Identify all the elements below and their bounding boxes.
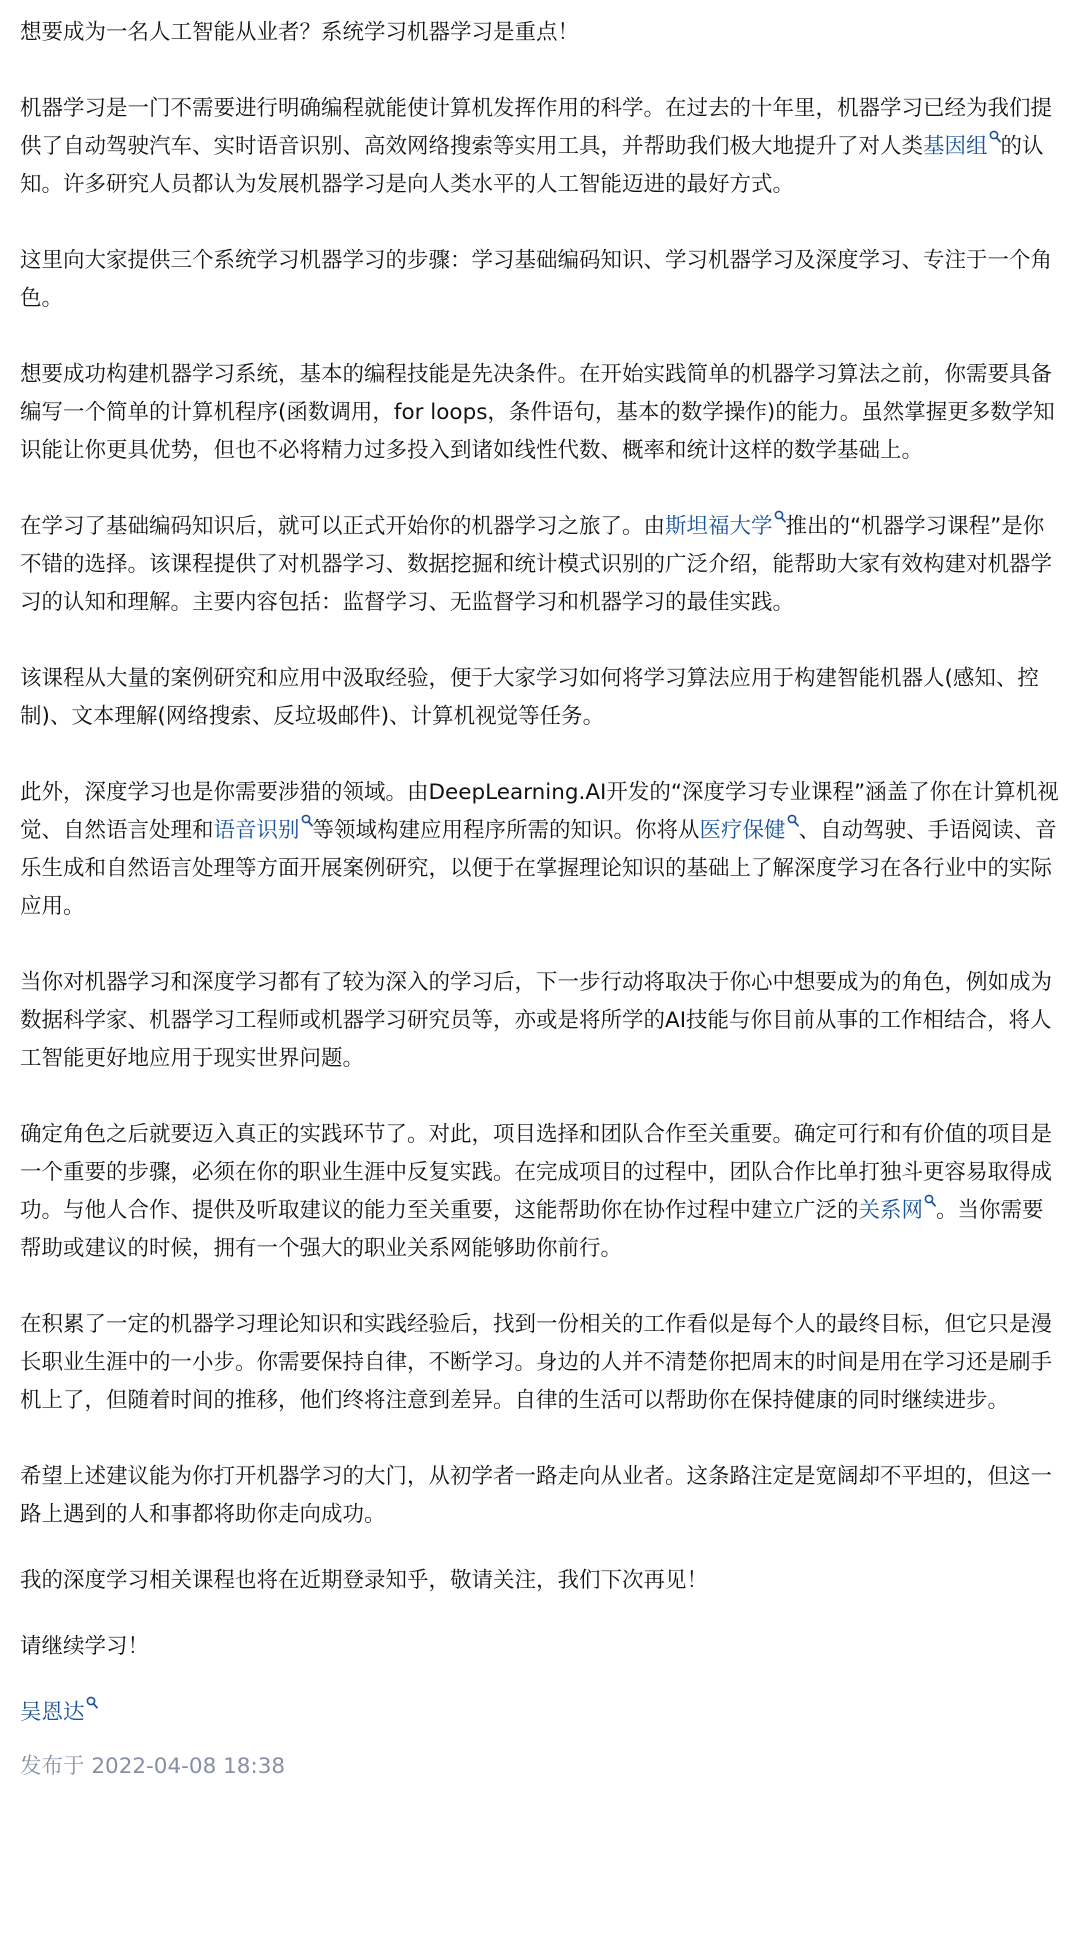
- link-stanford[interactable]: [665, 514, 786, 539]
- paragraph-3: 想要成功构建机器学习系统，基本的编程技能是先决条件。在开始实践简单的机器学习算法之前，你需要具备编写一个简单的计算机程序(函数调用，for loops，条件语句，基本的数学操作)的能力。虽然掌握更多数学知识能让你更具优势，但也不必将精力过多投入到诸如线性代数、概率和统计这样的数学基础上。: [20, 362, 1055, 463]
- paragraph-1-text-b: 的认知。许多研究人员都认为发展机器学习是向人类水平的人工智能迈进的最好方式。: [20, 134, 1044, 197]
- link-healthcare-label: 医疗保健: [699, 818, 786, 843]
- paragraph-4: [20, 508, 1060, 622]
- search-icon: [774, 510, 786, 524]
- search-icon: [787, 814, 799, 828]
- link-healthcare[interactable]: [700, 818, 799, 843]
- paragraph-8-text-a: 确定角色之后就要迈入真正的实践环节了。对此，项目选择和团队合作至关重要。确定可行和有价值的项目是一个重要的步骤，必须在你的职业生涯中反复实践。在完成项目的过程中，团队合作比单打独斗更容易取得成功。与他人合作、提供及听取建议的能力至关重要，这能帮助你在协作过程中建立广泛的: [20, 1122, 1053, 1223]
- link-stanford-label: 斯坦福大学: [665, 514, 773, 539]
- paragraph-9: 在积累了一定的机器学习理论知识和实践经验后，找到一份相关的工作看似是每个人的最终目标，但它只是漫长职业生涯中的一小步。你需要保持自律，不断学习。身边的人并不清楚你把周末的时间是用在学习还是刷手机上了，但随着时间的推移，他们终将注意到差异。自律的生活可以帮助你在保持健康的同时继续进步。: [20, 1312, 1053, 1413]
- paragraph-8-text-b: 。当你需要帮助或建议的时候，拥有一个强大的职业关系网能够助你前行。: [20, 1198, 1044, 1261]
- search-icon: [924, 1194, 936, 1208]
- link-genome[interactable]: [923, 134, 1001, 159]
- paragraph-12: 请继续学习！: [20, 1634, 150, 1659]
- paragraph-6-text-a: 此外，深度学习也是你需要涉猎的领域。由DeepLearning.AI开发的“深度学习专业课程”涵盖了你在计算机视觉、自然语言处理和: [20, 780, 1059, 843]
- link-network-label: 关系网: [858, 1198, 924, 1223]
- intro-paragraph: 想要成为一名人工智能从业者？系统学习机器学习是重点！: [20, 20, 580, 45]
- link-speech-recognition-label: 语音识别: [213, 818, 300, 843]
- paragraph-4-text-a: 在学习了基础编码知识后，就可以正式开始你的机器学习之旅了。由: [20, 514, 666, 539]
- link-speech-recognition[interactable]: [214, 818, 313, 843]
- paragraph-6: [20, 774, 1060, 926]
- paragraph-5: 该课程从大量的案例研究和应用中汲取经验，便于大家学习如何将学习算法应用于构建智能机器人(感知、控制)、文本理解(网络搜索、反垃圾邮件)、计算机视觉等任务。: [20, 666, 1039, 729]
- search-icon: [989, 130, 1001, 144]
- paragraph-7: 当你对机器学习和深度学习都有了较为深入的学习后，下一步行动将取决于你心中想要成为的角色，例如成为数据科学家、机器学习工程师或机器学习研究员等，亦或是将所学的AI技能与你目前从事的工作相结合，将人工智能更好地应用于现实世界问题。: [20, 970, 1053, 1071]
- author-link[interactable]: [20, 1700, 98, 1725]
- paragraph-10: 希望上述建议能为你打开机器学习的大门，从初学者一路走向从业者。这条路注定是宽阔却不平坦的，但这一路上遇到的人和事都将助你走向成功。: [20, 1464, 1053, 1527]
- link-network[interactable]: [859, 1198, 937, 1223]
- search-icon: [301, 814, 313, 828]
- paragraph-6-text-b: 等领域构建应用程序所需的知识。你将从: [312, 818, 700, 843]
- author-name: 吴恩达: [20, 1700, 85, 1725]
- paragraph-4-text-b: 推出的“机器学习课程”是你不错的选择。该课程提供了对机器学习、数据挖掘和统计模式识别的广泛介绍，能帮助大家有效构建对机器学习的认知和理解。主要内容包括：监督学习、无监督学习和机器学习的最佳实践。: [20, 514, 1053, 615]
- author-line: [20, 1694, 1060, 1732]
- paragraph-11: 我的深度学习相关课程也将在近期登录知乎，敬请关注，我们下次再见！: [20, 1568, 709, 1593]
- publish-time: 发布于 2022-04-08 18:38: [20, 1754, 286, 1779]
- paragraph-8: [20, 1116, 1060, 1268]
- link-genome-label: 基因组: [923, 134, 988, 159]
- paragraph-2: 这里向大家提供三个系统学习机器学习的步骤：学习基础编码知识、学习机器学习及深度学习、专注于一个角色。: [20, 248, 1053, 311]
- search-icon: [86, 1696, 98, 1710]
- paragraph-1-text-a: 机器学习是一门不需要进行明确编程就能使计算机发挥作用的科学。在过去的十年里，机器学习已经为我们提供了自动驾驶汽车、实时语音识别、高效网络搜索等实用工具，并帮助我们极大地提升了对人类: [20, 96, 1053, 159]
- paragraph-6-text-c: 、自动驾驶、手语阅读、音乐生成和自然语言处理等方面开展案例研究，以便于在掌握理论知识的基础上了解深度学习在各行业中的实际应用。: [20, 818, 1057, 919]
- paragraph-1: [20, 90, 1060, 204]
